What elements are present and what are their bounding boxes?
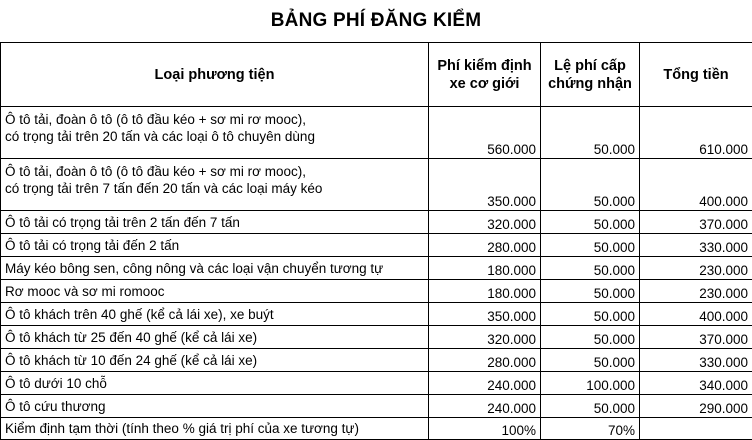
- vehicle-type-line2: có trọng tải trên 7 tấn đến 20 tấn và các loại máy kéo: [5, 181, 322, 196]
- table-row: [1, 257, 752, 280]
- table-row: [1, 418, 752, 440]
- fee-table: [0, 42, 752, 440]
- vehicle-type-cell: Rơ mooc và sơ mi romooc: [1, 280, 429, 303]
- certificate-fee-cell: 50.000: [541, 159, 640, 211]
- vehicle-type-cell: Máy kéo bông sen, công nông và các loại vận chuyển tương tự: [1, 257, 429, 280]
- table-row: [1, 234, 752, 257]
- certificate-fee-cell: 100.000: [541, 372, 640, 395]
- total-cell: 610.000: [640, 107, 752, 159]
- total-cell: 370.000: [640, 211, 752, 234]
- certificate-fee-cell: 50.000: [541, 395, 640, 418]
- table-row: [1, 395, 752, 418]
- inspection-fee-cell: 350.000: [429, 303, 541, 326]
- inspection-fee-cell: 560.000: [429, 107, 541, 159]
- vehicle-type-line1: Ô tô tải, đoàn ô tô (ô tô đầu kéo + sơ mi rơ mooc),: [5, 164, 306, 179]
- table-row: [1, 280, 752, 303]
- table-row: [1, 372, 752, 395]
- vehicle-type-cell: Ô tô khách từ 25 đến 40 ghế (kể cả lái xe): [1, 326, 429, 349]
- inspection-fee-cell: 320.000: [429, 326, 541, 349]
- inspection-fee-cell: 180.000: [429, 257, 541, 280]
- table-row: [1, 326, 752, 349]
- table-row: [1, 159, 752, 211]
- vehicle-type-line1: Ô tô tải, đoàn ô tô (ô tô đầu kéo + sơ mi rơ mooc),: [5, 112, 306, 127]
- table-row: [1, 211, 752, 234]
- total-cell: 330.000: [640, 349, 752, 372]
- header-certificate-fee-line1: Lệ phí cấp: [554, 58, 626, 74]
- certificate-fee-cell: 50.000: [541, 257, 640, 280]
- header-inspection-fee-line2: xe cơ giới: [450, 76, 520, 92]
- table-row: [1, 107, 752, 159]
- certificate-fee-cell: 50.000: [541, 211, 640, 234]
- inspection-fee-cell: 280.000: [429, 234, 541, 257]
- certificate-fee-cell: 70%: [541, 418, 640, 440]
- header-row: [1, 43, 752, 107]
- inspection-fee-cell: 240.000: [429, 395, 541, 418]
- total-cell: 230.000: [640, 280, 752, 303]
- table-row: [1, 349, 752, 372]
- vehicle-type-cell: Ô tô khách trên 40 ghế (kể cả lái xe), xe buýt: [1, 303, 429, 326]
- certificate-fee-cell: 50.000: [541, 234, 640, 257]
- total-cell: 400.000: [640, 303, 752, 326]
- certificate-fee-cell: 50.000: [541, 280, 640, 303]
- vehicle-type-cell: [1, 159, 429, 211]
- vehicle-type-cell: Ô tô cứu thương: [1, 395, 429, 418]
- inspection-fee-cell: 240.000: [429, 372, 541, 395]
- header-inspection-fee-line1: Phí kiểm định: [437, 58, 531, 74]
- total-cell: 330.000: [640, 234, 752, 257]
- inspection-fee-cell: 350.000: [429, 159, 541, 211]
- header-total: Tổng tiền: [640, 43, 752, 107]
- header-vehicle-type: Loại phương tiện: [1, 43, 429, 107]
- page-title: BẢNG PHÍ ĐĂNG KIỂM: [0, 0, 752, 40]
- total-cell: 370.000: [640, 326, 752, 349]
- vehicle-type-cell: [1, 107, 429, 159]
- vehicle-type-cell: Ô tô tải có trọng tải đến 2 tấn: [1, 234, 429, 257]
- certificate-fee-cell: 50.000: [541, 326, 640, 349]
- header-certificate-fee-line2: chứng nhận: [548, 76, 632, 92]
- total-cell: 340.000: [640, 372, 752, 395]
- vehicle-type-cell: Kiểm định tạm thời (tính theo % giá trị phí của xe tương tự): [1, 418, 429, 440]
- certificate-fee-cell: 50.000: [541, 349, 640, 372]
- inspection-fee-cell: 320.000: [429, 211, 541, 234]
- vehicle-type-cell: Ô tô tải có trọng tải trên 2 tấn đến 7 tấn: [1, 211, 429, 234]
- vehicle-type-cell: Ô tô khách từ 10 đến 24 ghế (kể cả lái xe): [1, 349, 429, 372]
- inspection-fee-cell: 180.000: [429, 280, 541, 303]
- header-certificate-fee: [541, 43, 640, 107]
- total-cell: 290.000: [640, 395, 752, 418]
- certificate-fee-cell: 50.000: [541, 107, 640, 159]
- total-cell: 230.000: [640, 257, 752, 280]
- vehicle-type-line2: có trọng tải trên 20 tấn và các loại ô tô chuyên dùng: [5, 129, 315, 144]
- total-cell: 400.000: [640, 159, 752, 211]
- inspection-fee-cell: 100%: [429, 418, 541, 440]
- total-cell: [640, 418, 752, 440]
- inspection-fee-cell: 280.000: [429, 349, 541, 372]
- table-row: [1, 303, 752, 326]
- header-inspection-fee: [429, 43, 541, 107]
- certificate-fee-cell: 50.000: [541, 303, 640, 326]
- vehicle-type-cell: Ô tô dưới 10 chỗ: [1, 372, 429, 395]
